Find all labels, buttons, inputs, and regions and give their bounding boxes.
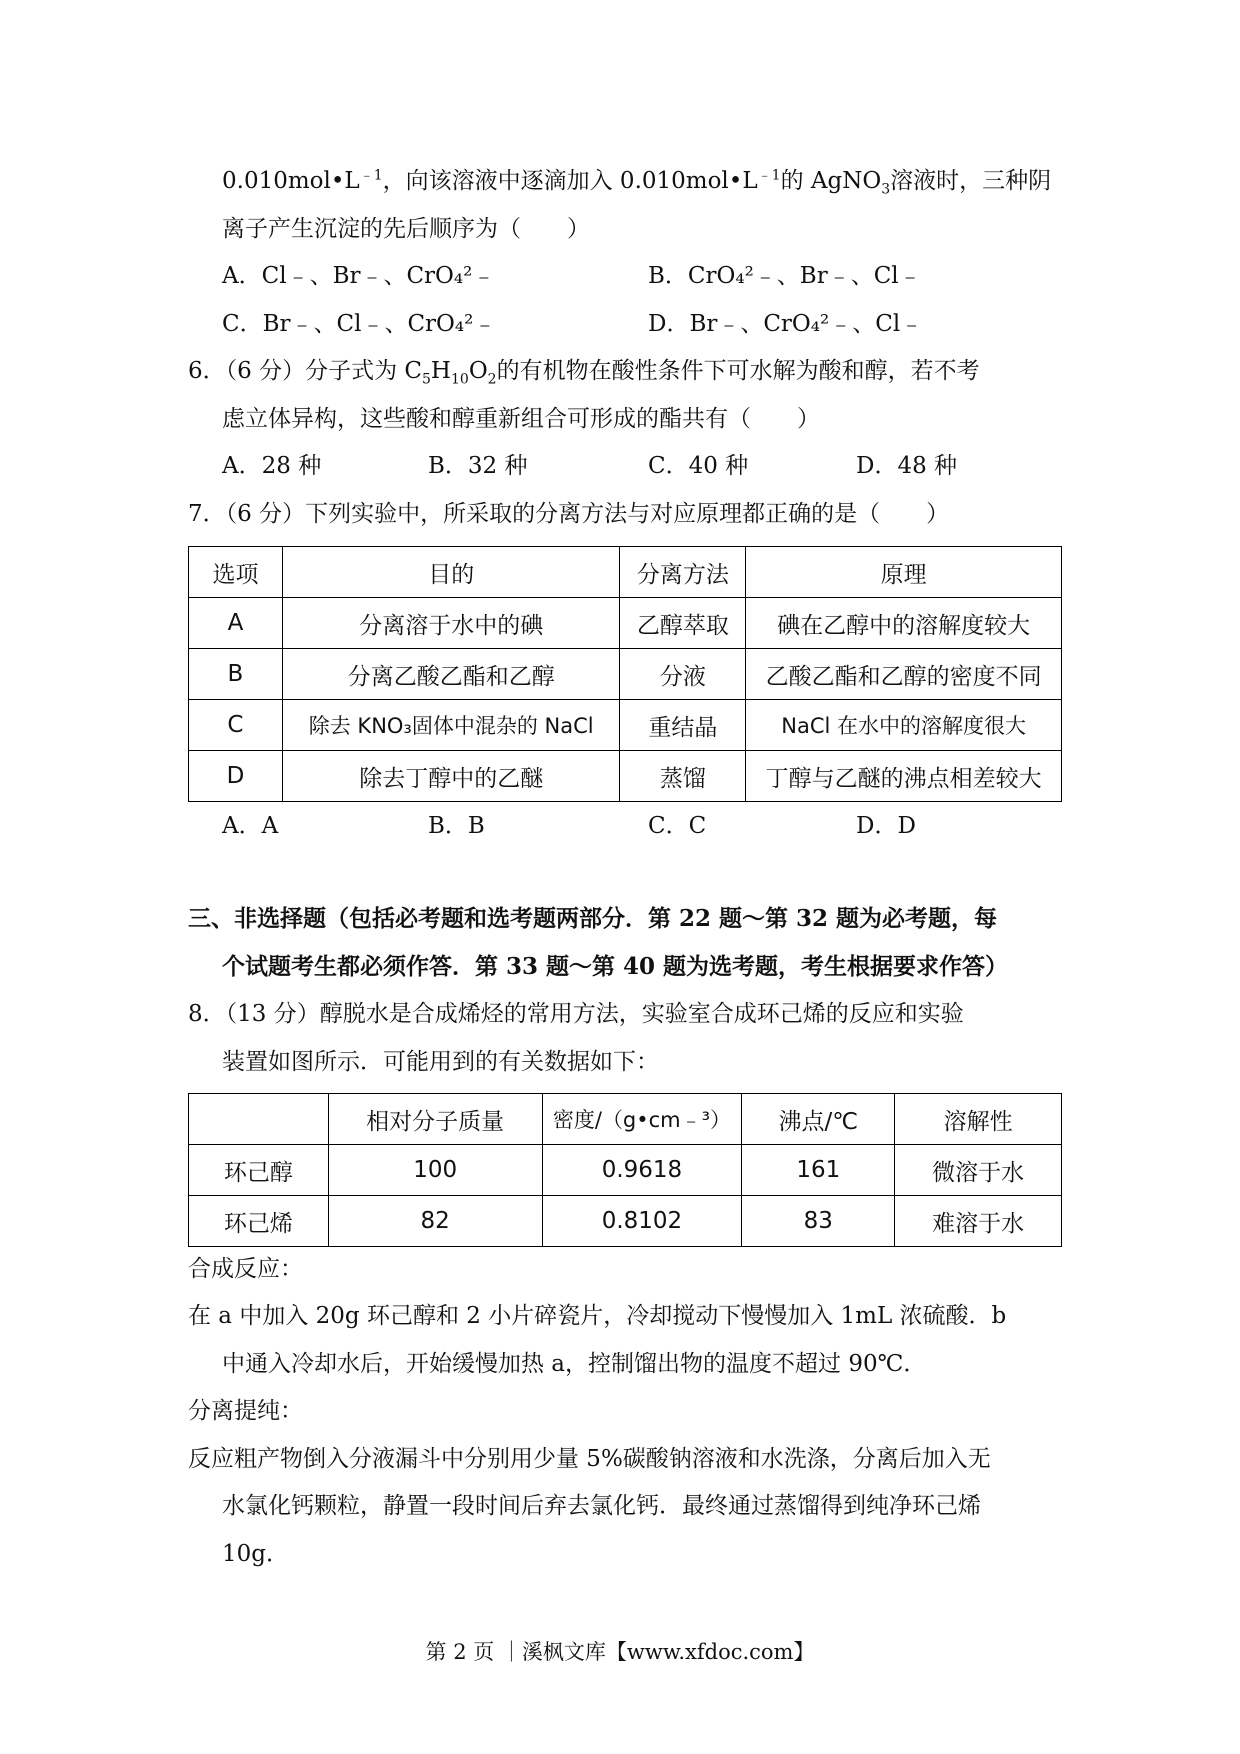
table-cell: 重结晶 bbox=[620, 700, 746, 751]
table-cell: 蒸馏 bbox=[620, 751, 746, 802]
q5-stem-line1: $0.010mol•L^{﹣1}$，向该溶液中逐滴加入 $0.010mol•L^{﹣1}$的 AgNO$_3$溶液时，三种阴 bbox=[222, 167, 1052, 198]
table-cell: 分液 bbox=[620, 649, 746, 700]
q6-option-a: A．28 种 bbox=[222, 453, 322, 479]
header-cell: 目的 bbox=[282, 547, 620, 598]
table-cell: 乙醇萃取 bbox=[620, 598, 746, 649]
table-row bbox=[189, 1145, 1062, 1196]
q7-option-d: D．D bbox=[856, 813, 916, 839]
header-cell: 沸点/℃ bbox=[742, 1094, 895, 1145]
table-cell: 环己醇 bbox=[189, 1145, 329, 1196]
table-cell: 环己烯 bbox=[189, 1196, 329, 1247]
q5-option-c: C．Br﹣、Cl﹣、CrO₄²﹣ bbox=[222, 311, 497, 337]
header-cell: 密度/（g•cm﹣³） bbox=[542, 1094, 742, 1145]
table-cell: NaCl 在水中的溶解度很大 bbox=[746, 700, 1062, 751]
header-cell bbox=[189, 1094, 329, 1145]
q8-synthesis-line1: 在 a 中加入 20g 环己醇和 2 小片碎瓷片，冷却搅动下慢慢加入 1mL 浓硫酸．b bbox=[188, 1303, 1007, 1329]
q8-data-table bbox=[188, 1093, 1062, 1247]
q7-table bbox=[188, 546, 1062, 802]
q8-separation-line1: 反应粗产物倒入分液漏斗中分别用少量 5%碳酸钠溶液和水洗涤，分离后加入无 bbox=[188, 1446, 991, 1472]
table-cell: 0.8102 bbox=[542, 1196, 742, 1247]
q7-stem: 7．（6 分）下列实验中，所采取的分离方法与对应原理都正确的是（ ） bbox=[188, 501, 950, 527]
table-cell: 除去丁醇中的乙醚 bbox=[282, 751, 620, 802]
q6-option-c: C．40 种 bbox=[648, 453, 749, 479]
section3-heading-line2: 个试题考生都必须作答．第 33 题～第 40 题为选考题，考生根据要求作答） bbox=[222, 953, 1009, 980]
table-cell: C bbox=[189, 700, 283, 751]
q7-option-a: A．A bbox=[222, 813, 279, 839]
q6-stem-line2: 虑立体异构，这些酸和醇重新组合可形成的酯共有（ ） bbox=[222, 406, 820, 432]
table-cell: A bbox=[189, 598, 283, 649]
q5-option-a: A．Cl﹣、Br﹣、CrO₄²﹣ bbox=[222, 263, 496, 289]
table-cell: 161 bbox=[742, 1145, 895, 1196]
q8-separation-title: 分离提纯： bbox=[188, 1398, 303, 1424]
table-row bbox=[189, 700, 1062, 751]
header-cell: 选项 bbox=[189, 547, 283, 598]
header-cell: 分离方法 bbox=[620, 547, 746, 598]
q7-option-c: C．C bbox=[648, 813, 707, 839]
table-cell: 分离溶于水中的碘 bbox=[282, 598, 620, 649]
q5-stem-line2: 离子产生沉淀的先后顺序为（ ） bbox=[222, 216, 590, 242]
q8-stem-line2: 装置如图所示．可能用到的有关数据如下： bbox=[222, 1049, 659, 1075]
section3-heading-line1: 三、非选择题（包括必考题和选考题两部分．第 22 题～第 32 题为必考题，每 bbox=[188, 905, 998, 932]
table-cell: 除去 KNO₃固体中混杂的 NaCl bbox=[282, 700, 620, 751]
table-cell: 微溶于水 bbox=[895, 1145, 1062, 1196]
q8-separation-line2: 水氯化钙颗粒，静置一段时间后弃去氯化钙．最终通过蒸馏得到纯净环己烯 bbox=[222, 1493, 981, 1519]
table-row bbox=[189, 1196, 1062, 1247]
table-header-row bbox=[189, 547, 1062, 598]
table-cell: 分离乙酸乙酯和乙醇 bbox=[282, 649, 620, 700]
table-header-row bbox=[189, 1094, 1062, 1145]
q5-option-d: D．Br﹣、CrO₄²﹣、Cl﹣ bbox=[648, 311, 924, 337]
table-cell: D bbox=[189, 751, 283, 802]
table-cell: 83 bbox=[742, 1196, 895, 1247]
table-cell: B bbox=[189, 649, 283, 700]
table-cell: 100 bbox=[328, 1145, 542, 1196]
q8-synthesis-line2: 中通入冷却水后，开始缓慢加热 a，控制馏出物的温度不超过 90℃． bbox=[222, 1351, 927, 1377]
table-cell: 乙酸乙酯和乙醇的密度不同 bbox=[746, 649, 1062, 700]
q5-option-b: B．CrO₄²﹣、Br﹣、Cl﹣ bbox=[648, 263, 922, 289]
table-cell: 丁醇与乙醚的沸点相差较大 bbox=[746, 751, 1062, 802]
q8-stem-line1: 8．（13 分）醇脱水是合成烯烃的常用方法，实验室合成环己烯的反应和实验 bbox=[188, 1001, 964, 1027]
table-row bbox=[189, 751, 1062, 802]
q6-option-d: D．48 种 bbox=[856, 453, 958, 479]
q6-stem-line1: 6．（6 分）分子式为 $C_5H_{10}O_2$的有机物在酸性条件下可水解为酸和醇，若不考 bbox=[188, 358, 980, 388]
q8-separation-line3: 10g． bbox=[222, 1541, 289, 1567]
q8-synthesis-title: 合成反应： bbox=[188, 1256, 303, 1282]
table-cell: 碘在乙醇中的溶解度较大 bbox=[746, 598, 1062, 649]
table-cell: 82 bbox=[328, 1196, 542, 1247]
q7-option-b: B．B bbox=[428, 813, 485, 839]
q6-option-b: B．32 种 bbox=[428, 453, 528, 479]
table-row bbox=[189, 649, 1062, 700]
header-cell: 相对分子质量 bbox=[328, 1094, 542, 1145]
table-cell: 0.9618 bbox=[542, 1145, 742, 1196]
header-cell: 原理 bbox=[746, 547, 1062, 598]
table-row bbox=[189, 598, 1062, 649]
page-footer: 第 2 页 ｜溪枫文库【www.xfdoc.com】 bbox=[425, 1640, 815, 1664]
table-cell: 难溶于水 bbox=[895, 1196, 1062, 1247]
header-cell: 溶解性 bbox=[895, 1094, 1062, 1145]
